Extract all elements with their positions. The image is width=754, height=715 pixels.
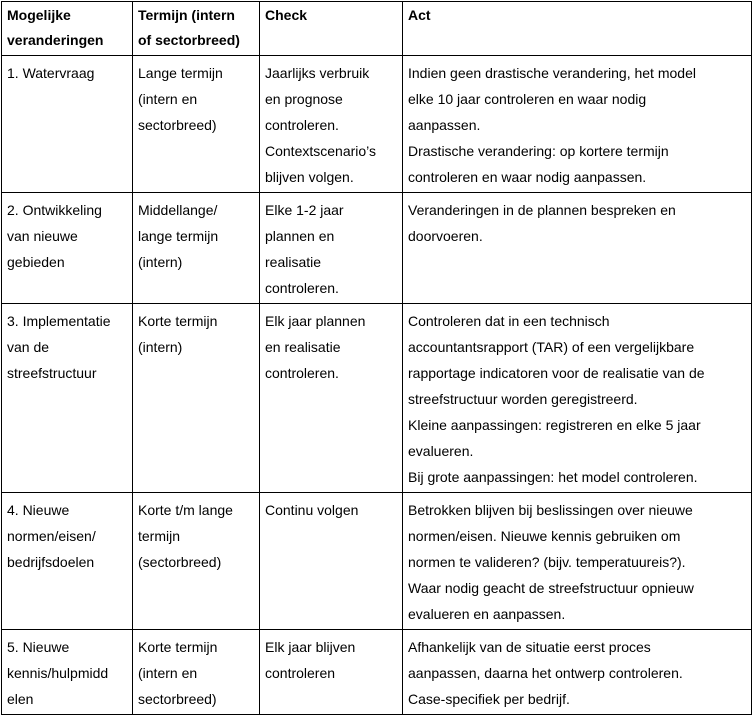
cell-line: sectorbreed) — [138, 691, 217, 707]
cell-line: lange termijn — [138, 228, 219, 244]
cell-change — [2, 493, 133, 630]
cell-line: doorvoeren. — [408, 228, 483, 244]
cell-act — [403, 493, 752, 630]
cell-line: Bij grote aanpassingen: het model controleren. — [408, 469, 698, 485]
cell-act — [403, 56, 752, 193]
table-row — [2, 193, 752, 304]
cell-line: plannen en — [265, 228, 335, 244]
cell-line: Korte termijn — [138, 313, 218, 329]
cell-line: bedrijfsdoelen — [7, 554, 95, 570]
cell-line: Afhankelijk van de situatie eerst proces — [408, 639, 651, 655]
cell-line: controleren. — [265, 117, 339, 133]
cell-line: Elk jaar blijven — [265, 639, 356, 655]
cell-change — [2, 56, 133, 193]
cell-term — [133, 304, 260, 493]
cell-line: veranderingen — [7, 32, 104, 48]
cell-line: Continu volgen — [265, 502, 359, 518]
cell-line: (intern) — [138, 339, 183, 355]
cell-line: (intern en — [138, 665, 198, 681]
header-mogelijke-veranderingen — [2, 2, 133, 56]
cell-check — [260, 493, 403, 630]
cell-line: accountantsrapport (TAR) of een vergelijkbare — [408, 339, 695, 355]
cell-check — [260, 304, 403, 493]
cell-line: elen — [7, 691, 34, 707]
table-row — [2, 56, 752, 193]
cell-line: controleren en waar nodig aanpassen. — [408, 169, 647, 185]
cell-line: en prognose — [265, 91, 343, 107]
cell-line: normen/eisen/ — [7, 528, 96, 544]
cell-line: aanpassen, daarna het ontwerp controleren. — [408, 665, 683, 681]
table-row — [2, 304, 752, 493]
cell-line: 4. Nieuwe — [7, 502, 70, 518]
cell-line: Lange termijn — [138, 65, 223, 81]
cell-line: controleren — [265, 665, 336, 681]
cell-term — [133, 56, 260, 193]
cell-line: elke 10 jaar controleren en waar nodig — [408, 91, 647, 107]
cell-line: 1. Watervraag — [7, 65, 95, 81]
cell-line: Elke 1-2 jaar — [265, 202, 344, 218]
header-check — [260, 2, 403, 56]
cell-line: Jaarlijks verbruik — [265, 65, 370, 81]
cell-line: Veranderingen in de plannen bespreken en — [408, 202, 676, 218]
table-header-row — [2, 2, 752, 56]
cell-line: sectorbreed) — [138, 117, 217, 133]
cell-change — [2, 304, 133, 493]
cell-line: Kleine aanpassingen: registreren en elke 5 jaar — [408, 417, 701, 433]
cell-line: (sectorbreed) — [138, 554, 222, 570]
cell-line: streefstructuur — [7, 365, 97, 381]
cell-line: rapportage indicatoren voor de realisatie van de — [408, 365, 705, 381]
cell-change — [2, 630, 133, 715]
cell-line: Case-specifiek per bedrijf. — [408, 691, 570, 707]
cell-line: van de — [7, 339, 50, 355]
cell-line: of sectorbreed) — [138, 32, 240, 48]
cell-act — [403, 630, 752, 715]
cell-line: normen/eisen. Nieuwe kennis gebruiken om — [408, 528, 681, 544]
cell-line: (intern) — [138, 254, 183, 270]
cell-line: Korte t/m lange — [138, 502, 233, 518]
header-termijn — [133, 2, 260, 56]
cell-term — [133, 193, 260, 304]
cell-line: blijven volgen. — [265, 169, 354, 185]
cell-check — [260, 56, 403, 193]
cell-line: en realisatie — [265, 339, 341, 355]
cell-check — [260, 193, 403, 304]
cell-line: controleren. — [265, 280, 339, 296]
cell-line: 2. Ontwikkeling — [7, 202, 102, 218]
cell-term — [133, 493, 260, 630]
cell-line: Drastische verandering: op kortere termijn — [408, 143, 669, 159]
cell-term — [133, 630, 260, 715]
cell-line: Korte termijn — [138, 639, 218, 655]
cell-line: Check — [265, 7, 308, 23]
cell-line: realisatie — [265, 254, 322, 270]
cell-line: (intern en — [138, 91, 198, 107]
cell-line: normen te valideren? (bijv. temperatuureis?). — [408, 554, 686, 570]
cell-line: Act — [408, 7, 431, 23]
header-act — [403, 2, 752, 56]
cell-line: Contextscenario’s — [265, 143, 377, 159]
cell-line: aanpassen. — [408, 117, 481, 133]
cell-line: streefstructuur worden geregistreerd. — [408, 391, 638, 407]
cell-line: kennis/hulpmidd — [7, 665, 109, 681]
cell-line: Middellange/ — [138, 202, 218, 218]
cell-line: 3. Implementatie — [7, 313, 111, 329]
cell-line: Waar nodig geacht de streefstructuur opnieuw — [408, 580, 694, 596]
cell-line: Termijn (intern — [138, 7, 235, 23]
table-row — [2, 630, 752, 715]
cell-line: termijn — [138, 528, 181, 544]
cell-line: evalueren. — [408, 443, 474, 459]
cell-act — [403, 304, 752, 493]
cell-line: 5. Nieuwe — [7, 639, 70, 655]
cell-line: Betrokken blijven bij beslissingen over nieuwe — [408, 502, 693, 518]
cell-line: controleren. — [265, 365, 339, 381]
cell-act — [403, 193, 752, 304]
pdca-table — [1, 1, 752, 715]
table-row — [2, 493, 752, 630]
cell-line: van nieuwe — [7, 228, 78, 244]
cell-change — [2, 193, 133, 304]
cell-line: evalueren en aanpassen. — [408, 606, 566, 622]
cell-line: Elk jaar plannen — [265, 313, 366, 329]
cell-line: Indien geen drastische verandering, het model — [408, 65, 696, 81]
cell-line: Mogelijke — [7, 7, 71, 23]
cell-line: Controleren dat in een technisch — [408, 313, 610, 329]
cell-check — [260, 630, 403, 715]
cell-line: gebieden — [7, 254, 65, 270]
